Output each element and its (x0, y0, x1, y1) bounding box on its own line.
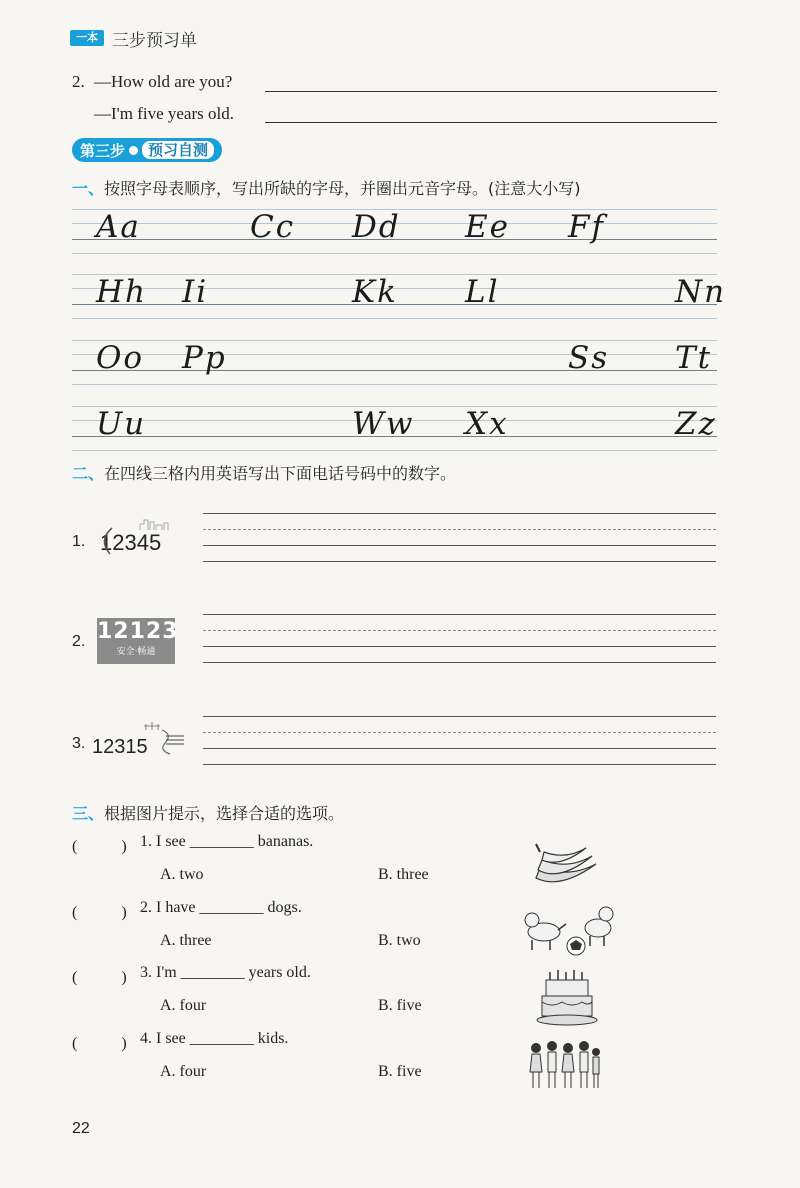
section1-title (72, 176, 581, 199)
question-paren-4[interactable]: ( ) (72, 1035, 131, 1052)
letter-pair: Cc (250, 209, 296, 245)
dialogue-question: —How old are you? (94, 72, 233, 91)
letter-pair: Pp (182, 340, 227, 376)
section3-text: 根据图片提示，选择合适的选项。 (104, 804, 345, 823)
phone-1-write-lines[interactable] (203, 513, 716, 563)
letter-pair: Ff (568, 209, 605, 245)
letter-pair: Uu (96, 406, 147, 442)
step-title: 预习自测 (142, 141, 214, 159)
letter-pair: Oo (96, 340, 145, 376)
option-b-1[interactable]: B. three (378, 866, 429, 883)
phone-3-write-lines[interactable] (203, 716, 716, 766)
letter-pair: Ll (465, 274, 500, 310)
letter-pair: Zz (675, 406, 717, 442)
book-title: 三步预习单 (112, 31, 197, 51)
phone-curve-icon (96, 526, 116, 556)
letter-pair: Xx (465, 406, 509, 442)
question-stem-1: 1. I see ________ bananas. (140, 833, 314, 850)
section2-number: 二、 (72, 464, 105, 483)
phone-1-digits: 12345 (100, 530, 162, 555)
option-a-1[interactable]: A. two (160, 866, 204, 883)
kids-icon (526, 1040, 602, 1094)
option-a-4[interactable]: A. four (160, 1063, 207, 1080)
section1-number: 一、 (72, 179, 105, 198)
section3-number: 三、 (72, 804, 105, 823)
question-paren-2[interactable]: ( ) (72, 904, 131, 921)
step-badge (72, 138, 222, 162)
dialogue-number: 2. (72, 72, 85, 91)
birthday-cake-icon (536, 966, 600, 1028)
book-logo: 一本 (70, 30, 104, 46)
answer-line-2[interactable] (265, 122, 717, 123)
phone-2-number: 2. (72, 633, 86, 650)
question-stem-2: 2. I have ________ dogs. (140, 899, 302, 916)
step-dot-icon (129, 146, 138, 155)
section3-title (72, 801, 344, 824)
consumer-hotline-logo-icon (140, 720, 186, 758)
letter-pair: Dd (352, 209, 401, 245)
letter-pair: Kk (352, 274, 398, 310)
option-b-4[interactable]: B. five (378, 1063, 422, 1080)
page-number: 22 (72, 1120, 90, 1137)
letter-pair: Tt (675, 340, 713, 376)
phone-3-number: 3. (72, 735, 86, 752)
letter-pair: Nn (675, 274, 727, 310)
letter-pair: Hh (96, 274, 147, 310)
question-paren-1[interactable]: ( ) (72, 838, 131, 855)
dogs-icon (518, 902, 618, 958)
bananas-icon (530, 838, 600, 890)
section2-title (72, 461, 456, 484)
phone-2-subtitle: 安全·畅通 (116, 647, 156, 657)
option-b-3[interactable]: B. five (378, 997, 422, 1014)
phone-1-number: 1. (72, 533, 86, 550)
question-stem-4: 4. I see ________ kids. (140, 1030, 289, 1047)
traffic-hotline-sign (97, 618, 179, 664)
phone-2-write-lines[interactable] (203, 614, 716, 664)
dialogue-answer: —I'm five years old. (94, 104, 234, 123)
option-a-2[interactable]: A. three (160, 932, 212, 949)
step-label: 第三步 (80, 141, 126, 160)
letter-pair: Ii (182, 274, 209, 310)
letter-pair: Ss (568, 340, 610, 376)
option-b-2[interactable]: B. two (378, 932, 421, 949)
answer-line-1[interactable] (265, 91, 717, 92)
question-stem-3: 3. I'm ________ years old. (140, 964, 311, 981)
letter-pair: Ww (352, 406, 415, 442)
building-icon (138, 518, 174, 530)
section2-text: 在四线三格内用英语写出下面电话号码中的数字。 (104, 464, 457, 483)
letter-pair: Aa (96, 209, 141, 245)
phone-3-digits: 12315 (92, 736, 148, 758)
option-a-3[interactable]: A. four (160, 997, 207, 1014)
letter-pair: Ee (465, 209, 510, 245)
question-paren-3[interactable]: ( ) (72, 969, 131, 986)
section1-text: 按照字母表顺序，写出所缺的字母，并圈出元音字母。(注意大小写) (104, 179, 581, 198)
four-line-row-3[interactable] (72, 336, 717, 388)
phone-2-digits: 12123 (97, 619, 179, 644)
